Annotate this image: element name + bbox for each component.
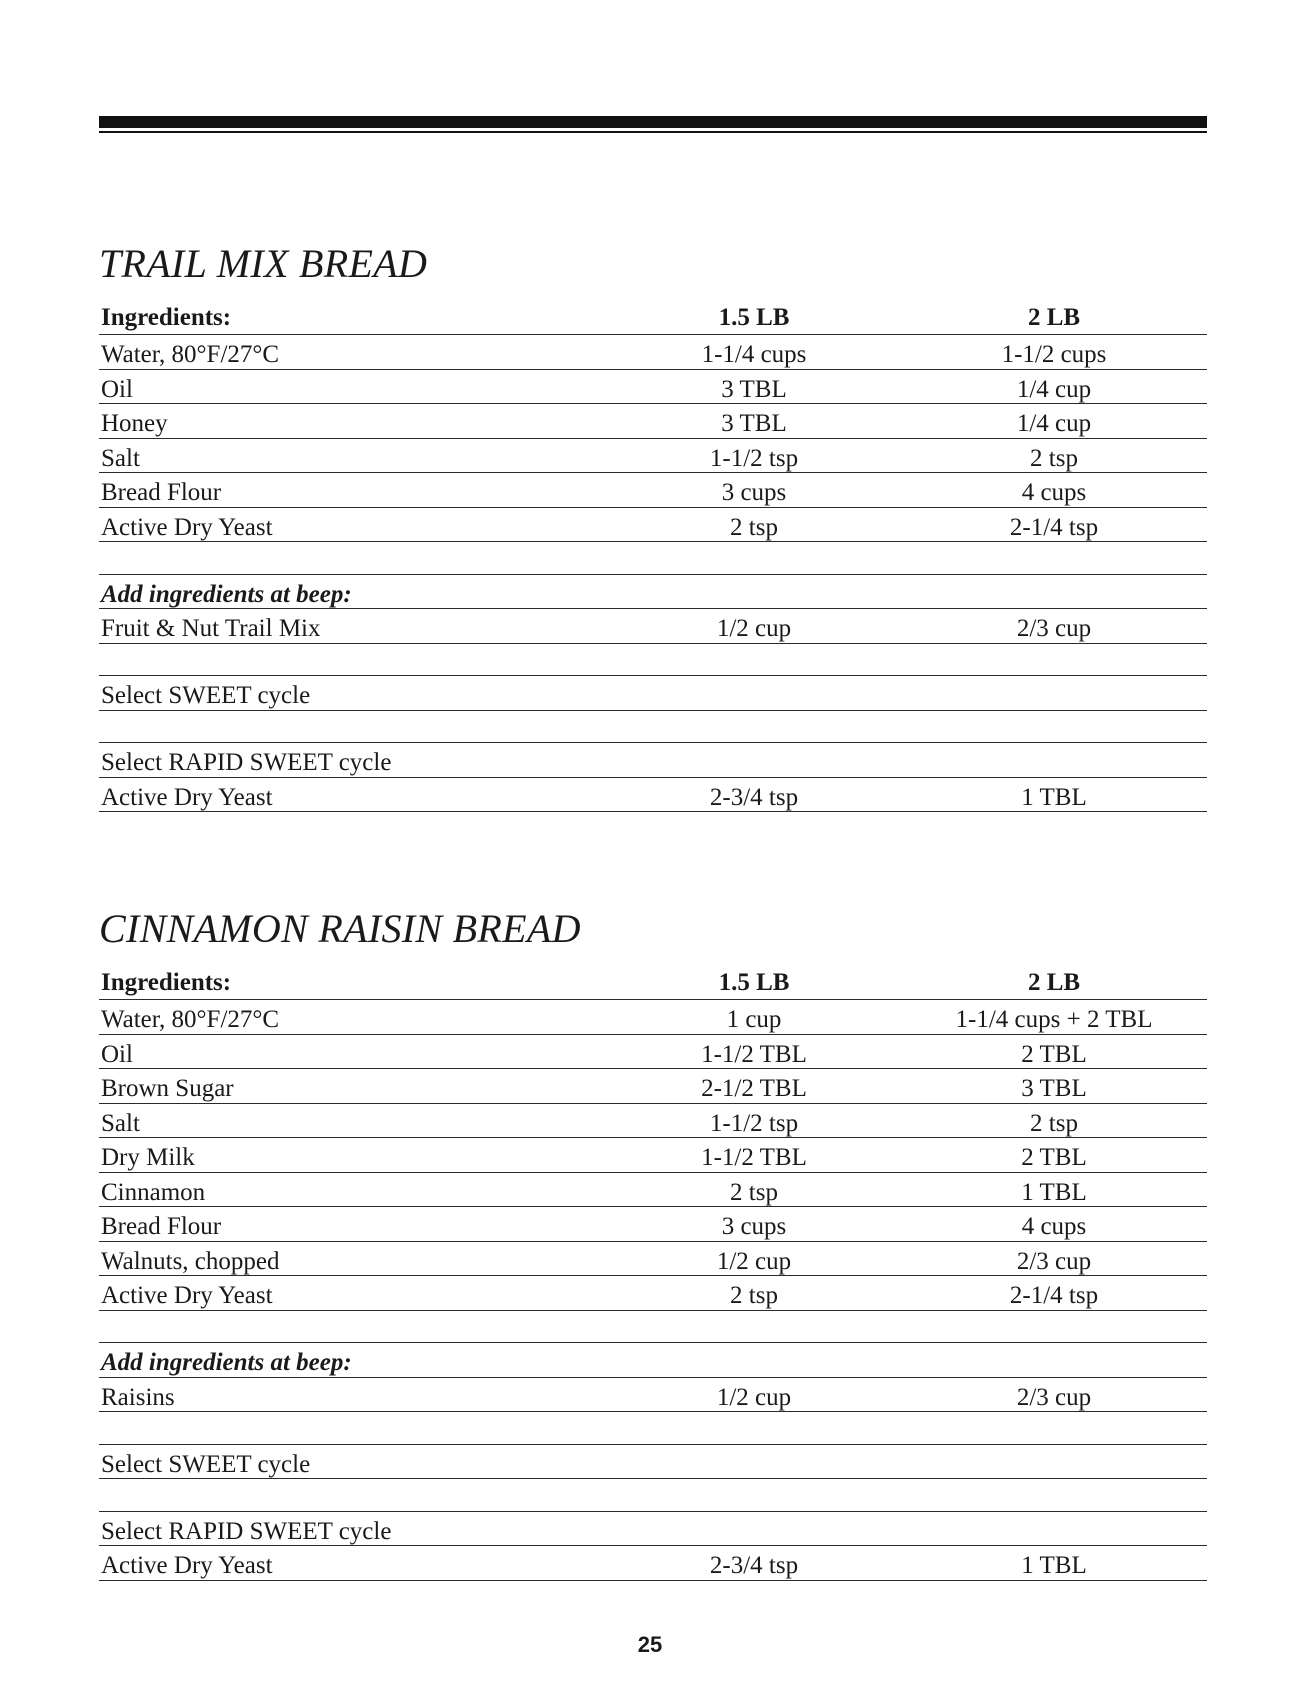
ingredient-row: [99, 1000, 1207, 1035]
ingredient-name: Brown Sugar: [101, 1075, 234, 1102]
add-at-beep-label-row: [99, 1343, 1207, 1378]
ingredient-name: Dry Milk: [101, 1144, 195, 1171]
quantity-1-5-lb: 1/2 cup: [716, 615, 792, 642]
ingredient-row: [99, 1276, 1207, 1311]
sweet-cycle-row: [99, 676, 1207, 711]
ingredients-header-row: [99, 296, 1207, 335]
quantity-2-lb: 3 TBL: [1021, 1075, 1087, 1102]
quantity-2-lb: 2 tsp: [1030, 1109, 1078, 1137]
ingredient-name: Fruit & Nut Trail Mix: [101, 615, 321, 642]
quantity-2-lb: 1 TBL: [1021, 1178, 1087, 1206]
rapid-sweet-cycle-row: [99, 1512, 1207, 1547]
quantity-2-lb: 2/3 cup: [1016, 615, 1092, 642]
ingredient-name: Active Dry Yeast: [101, 783, 273, 811]
quantity-2-lb: 1 TBL: [1021, 783, 1087, 811]
quantity-2-lb: 2 TBL: [1021, 1040, 1087, 1068]
quantity-2-lb: 1/4 cup: [1016, 375, 1092, 403]
quantity-1-5-lb: 2 tsp: [730, 513, 778, 541]
ingredient-name: Add ingredients at beep:: [101, 580, 352, 608]
ingredient-row: [99, 404, 1207, 439]
quantity-2-lb: 1-1/4 cups + 2 TBL: [955, 1006, 1153, 1033]
recipe-cinnamon-raisin-bread: [99, 907, 1207, 1581]
ingredient-name: Salt: [101, 1109, 140, 1137]
top-rule-thick: [99, 116, 1207, 128]
blank-row: [99, 711, 1207, 744]
ingredient-row: [99, 508, 1207, 543]
rapid-ingredient-row: [99, 1546, 1207, 1581]
ingredient-row: [99, 473, 1207, 508]
quantity-1-5-lb: 1-1/2 TBL: [701, 1040, 807, 1068]
ingredient-row: [99, 335, 1207, 370]
ingredient-name: Water, 80°F/27°C: [101, 1006, 280, 1033]
ingredient-row: [99, 1138, 1207, 1173]
quantity-1-5-lb: 2-3/4 tsp: [709, 1552, 799, 1579]
blank-row: [99, 542, 1207, 575]
quantity-2-lb: 4 cups: [1021, 1213, 1087, 1240]
quantity-1-5-lb: 1-1/4 cups: [701, 341, 807, 368]
quantity-2-lb: 4 cups: [1021, 479, 1087, 506]
ingredient-name: Cinnamon: [101, 1178, 206, 1206]
ingredient-name: Salt: [101, 444, 140, 472]
quantity-2-lb: 2/3 cup: [1016, 1383, 1092, 1411]
recipe-title: CINNAMON RAISIN BREAD: [99, 906, 581, 951]
ingredient-row: [99, 370, 1207, 405]
quantity-2-lb: 2 TBL: [1021, 1144, 1087, 1171]
quantity-2-lb: 1-1/2 cups: [1001, 341, 1107, 368]
ingredient-name: Active Dry Yeast: [101, 1552, 273, 1579]
quantity-1-5-lb: 2-1/2 TBL: [701, 1075, 807, 1102]
sweet-cycle-row: [99, 1445, 1207, 1480]
quantity-2-lb: 2-1/4 tsp: [1009, 513, 1099, 541]
quantity-1-5-lb: 1-1/2 tsp: [709, 1109, 799, 1137]
quantity-2-lb: 2/3 cup: [1016, 1247, 1092, 1275]
ingredient-name: Oil: [101, 1040, 133, 1068]
ingredients-header: Ingredients:: [101, 969, 232, 996]
ingredient-name: Add ingredients at beep:: [101, 1349, 352, 1376]
quantity-1-5-lb: 1/2 cup: [716, 1383, 792, 1411]
beep-ingredient-row: [99, 1378, 1207, 1413]
ingredient-name: Select SWEET cycle: [101, 682, 311, 709]
recipe-title: TRAIL MIX BREAD: [99, 241, 428, 286]
blank-row: [99, 644, 1207, 677]
ingredient-name: Select RAPID SWEET cycle: [101, 749, 392, 776]
quantity-1-5-lb: 1-1/2 tsp: [709, 444, 799, 472]
rapid-sweet-cycle-row: [99, 743, 1207, 778]
quantity-2-lb: 1/4 cup: [1016, 410, 1092, 437]
quantity-1-5-lb: 1 cup: [726, 1006, 782, 1033]
quantity-1-5-lb: 1/2 cup: [716, 1247, 792, 1275]
beep-ingredient-row: [99, 609, 1207, 644]
quantity-1-5-lb: 3 TBL: [721, 410, 787, 437]
blank-row: [99, 1311, 1207, 1344]
ingredient-name: Oil: [101, 375, 133, 403]
add-at-beep-label-row: [99, 575, 1207, 610]
ingredient-row: [99, 1069, 1207, 1104]
column-2-lb-header: 2 LB: [1027, 304, 1081, 331]
top-rule: [99, 116, 1207, 133]
ingredient-row: [99, 439, 1207, 474]
recipe-trail-mix-bread: [99, 242, 1207, 812]
ingredient-row: [99, 1173, 1207, 1208]
ingredients-header-row: [99, 961, 1207, 1000]
ingredient-row: [99, 1207, 1207, 1242]
quantity-2-lb: 1 TBL: [1021, 1552, 1087, 1579]
ingredient-name: Select RAPID SWEET cycle: [101, 1517, 392, 1545]
blank-row: [99, 1412, 1207, 1445]
blank-row: [99, 1479, 1207, 1512]
ingredient-name: Bread Flour: [101, 1213, 222, 1240]
top-rule-thin: [99, 131, 1207, 133]
column-1-5-lb-header: 1.5 LB: [718, 304, 790, 331]
quantity-2-lb: 2-1/4 tsp: [1009, 1282, 1099, 1309]
ingredient-name: Select SWEET cycle: [101, 1450, 311, 1478]
ingredient-name: Walnuts, chopped: [101, 1247, 280, 1275]
quantity-1-5-lb: 2-3/4 tsp: [709, 783, 799, 811]
ingredient-row: [99, 1035, 1207, 1070]
page-number: 25: [637, 1632, 663, 1657]
quantity-1-5-lb: 3 cups: [721, 479, 787, 506]
ingredient-name: Bread Flour: [101, 479, 222, 506]
column-2-lb-header: 2 LB: [1027, 969, 1081, 996]
rapid-ingredient-row: [99, 778, 1207, 813]
quantity-1-5-lb: 3 cups: [721, 1213, 787, 1240]
ingredient-row: [99, 1242, 1207, 1277]
ingredient-name: Water, 80°F/27°C: [101, 341, 280, 368]
ingredient-name: Raisins: [101, 1383, 175, 1411]
quantity-1-5-lb: 2 tsp: [730, 1282, 778, 1309]
column-1-5-lb-header: 1.5 LB: [718, 969, 790, 996]
ingredient-name: Honey: [101, 410, 168, 437]
quantity-1-5-lb: 3 TBL: [721, 375, 787, 403]
ingredients-header: Ingredients:: [101, 304, 232, 331]
quantity-1-5-lb: 2 tsp: [730, 1178, 778, 1206]
quantity-2-lb: 2 tsp: [1030, 444, 1078, 472]
ingredient-name: Active Dry Yeast: [101, 513, 273, 541]
quantity-1-5-lb: 1-1/2 TBL: [701, 1144, 807, 1171]
ingredient-name: Active Dry Yeast: [101, 1282, 273, 1309]
ingredient-row: [99, 1104, 1207, 1139]
